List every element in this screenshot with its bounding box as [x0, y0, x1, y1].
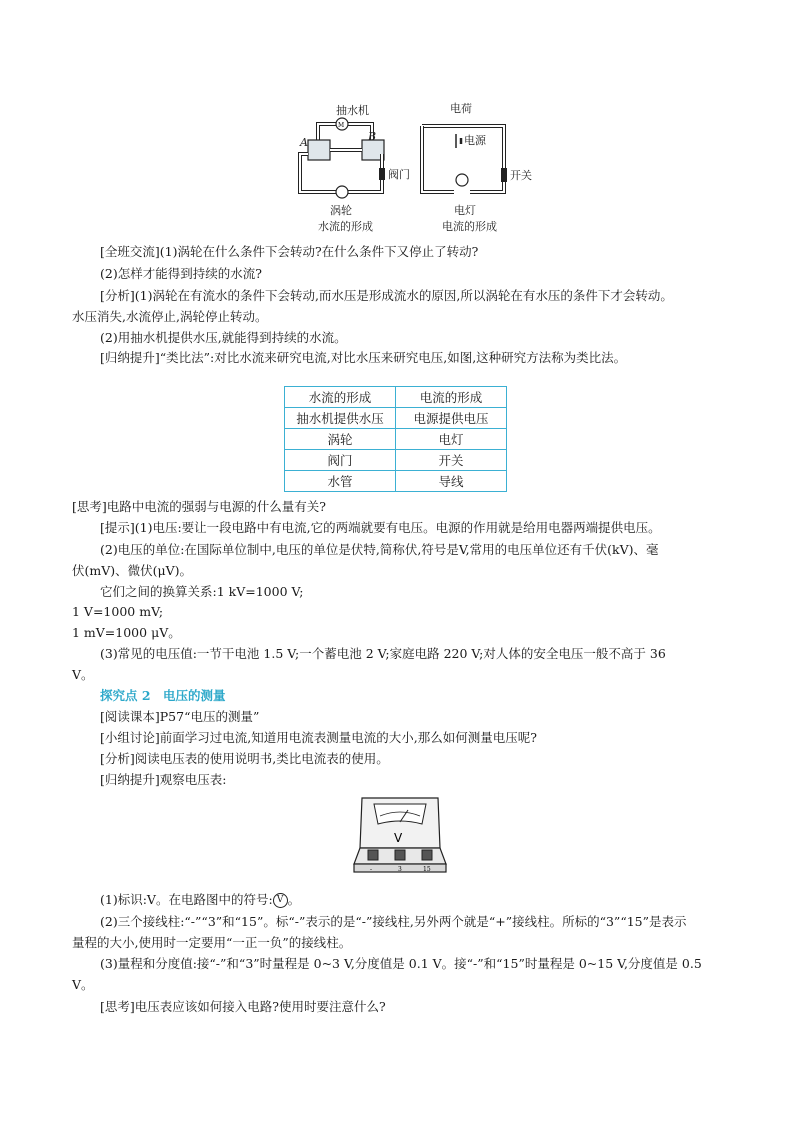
lamp-icon	[456, 174, 468, 186]
para-common-voltages: (3)常见的电压值:一节干电池 1.5 V;一个蓄电池 2 V;家庭电路 220 V;对人体的安全电压一般不高于 36	[100, 646, 666, 661]
terminal-minus-label: -	[370, 866, 373, 873]
switch-icon	[501, 168, 507, 182]
table-row	[285, 450, 507, 471]
table-row	[285, 387, 507, 408]
svg-text:M: M	[338, 122, 345, 129]
para-range-cont: V。	[72, 977, 94, 992]
table-cell: 电灯	[396, 429, 507, 450]
terminal-3-label: 3	[398, 866, 402, 873]
para-reading: [阅读课本]P57“电压的测量”	[100, 709, 260, 724]
charge-label: 电荷	[450, 102, 472, 115]
identifier-text: (1)标识:V。在电路图中的符号:	[100, 892, 273, 907]
lamp-label: 电灯	[454, 204, 476, 217]
section-heading: 探究点 2 电压的测量	[100, 688, 226, 703]
para-group-discussion: [小组讨论]前面学习过电流,知道用电流表测量电流的大小,那么如何测量电压呢?	[100, 730, 537, 745]
table-cell: 阀门	[285, 450, 396, 471]
para-observe-voltmeter: [归纳提升]观察电压表:	[100, 772, 227, 787]
table-cell: 水流的形成	[285, 387, 396, 408]
tank-a	[308, 140, 330, 160]
table-row	[285, 429, 507, 450]
label-a: A	[300, 136, 308, 149]
para-terminals: (2)三个接线柱:“-”“3”和“15”。标“-”表示的是“-”接线柱,另外两个就是“+”接线柱。所标的“3”“15”是表示	[100, 914, 687, 929]
table-cell: 电源提供电压	[396, 408, 507, 429]
table-cell: 抽水机提供水压	[285, 408, 396, 429]
para-conversion-2: 1 V=1000 mV;	[72, 604, 164, 619]
table-cell: 涡轮	[285, 429, 396, 450]
terminal-15-label: 15	[423, 866, 431, 873]
para-think-2: [思考]电压表应该如何接入电路?使用时要注意什么?	[100, 999, 386, 1014]
table-row	[285, 408, 507, 429]
terminal-3-icon	[395, 850, 405, 860]
current-caption: 电流的形成	[442, 220, 497, 233]
turbine-icon	[336, 186, 348, 198]
turbine-label: 涡轮	[330, 204, 352, 217]
switch-label: 开关	[510, 169, 532, 182]
table-row	[285, 471, 507, 492]
para-unit: (2)电压的单位:在国际单位制中,电压的单位是伏特,简称伏,符号是V,常用的电压单位还有千伏(kV)、毫	[100, 542, 659, 557]
para-think-1: [思考]电路中电流的强弱与电源的什么量有关?	[72, 499, 326, 514]
para-analysis-1-cont: 水压消失,水流停止,涡轮停止转动。	[72, 309, 268, 324]
valve-icon	[379, 168, 385, 180]
para-terminals-cont: 量程的大小,使用时一定要用“一正一负”的接线柱。	[72, 935, 352, 950]
analogy-table	[284, 386, 507, 492]
para-class-discussion: [全班交流](1)涡轮在什么条件下会转动?在什么条件下又停止了转动?	[100, 244, 479, 259]
voltmeter-face-label: V	[394, 831, 403, 845]
table-cell: 开关	[396, 450, 507, 471]
pump-label: 抽水机	[336, 104, 369, 117]
valve-label: 阀门	[388, 168, 410, 181]
table-cell: 电流的形成	[396, 387, 507, 408]
label-b: B	[368, 130, 377, 143]
para-conversion: 它们之间的换算关系:1 kV=1000 V;	[100, 584, 304, 599]
terminal-15-icon	[422, 850, 432, 860]
para-hint-1: [提示](1)电压:要让一段电路中有电流,它的两端就要有电压。电源的作用就是给用电器两端提供电压。	[100, 520, 661, 535]
table-cell: 导线	[396, 471, 507, 492]
water-flow-figure	[278, 96, 416, 236]
para-question-2: (2)怎样才能得到持续的水流?	[100, 266, 262, 281]
source-label: 电源	[464, 134, 486, 147]
para-unit-cont: 伏(mV)、微伏(μV)。	[72, 563, 193, 578]
para-range: (3)量程和分度值:接“-”和“3”时量程是 0~3 V,分度值是 0.1 V。接“-”和“15”时量程是 0~15 V,分度值是 0.5	[100, 956, 702, 971]
current-flow-figure	[414, 96, 544, 236]
identifier-end: 。	[287, 892, 301, 907]
table-cell: 水管	[285, 471, 396, 492]
para-analysis-1: [分析](1)涡轮在有流水的条件下会转动,而水压是形成流水的原因,所以涡轮在有水压的条件下才会转动。	[100, 288, 673, 303]
water-caption: 水流的形成	[318, 220, 373, 233]
voltmeter-figure	[352, 790, 448, 876]
para-analysis-2: (2)用抽水机提供水压,就能得到持续的水流。	[100, 330, 347, 345]
para-summary-analogy: [归纳提升]“类比法”:对比水流来研究电流,对比水压来研究电压,如图,这种研究方法称为类比法。	[100, 350, 627, 365]
voltmeter-symbol-icon: V	[273, 893, 288, 908]
para-conversion-3: 1 mV=1000 μV。	[72, 625, 181, 640]
para-analysis-voltmeter: [分析]阅读电压表的使用说明书,类比电流表的使用。	[100, 751, 389, 766]
para-common-voltages-cont: V。	[72, 667, 94, 682]
para-identifier	[100, 890, 732, 910]
terminal-minus-icon	[368, 850, 378, 860]
